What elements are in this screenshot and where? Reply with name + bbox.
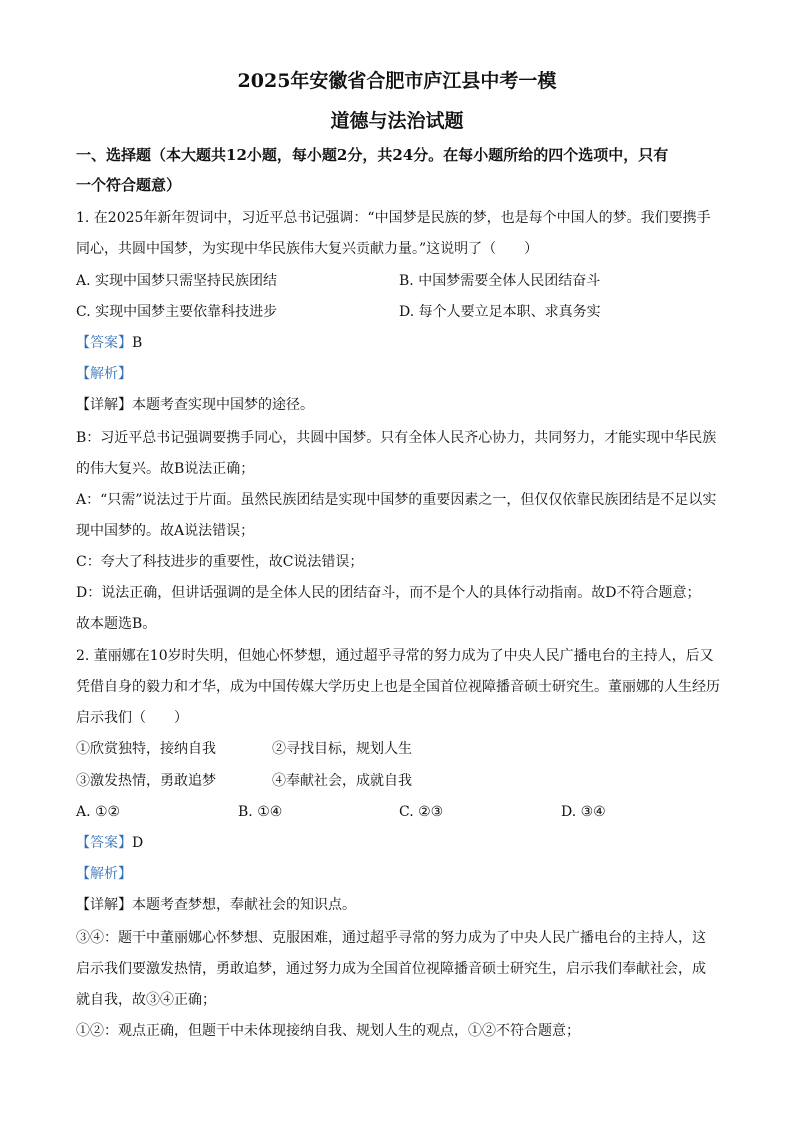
q1-option-d: D. 每个人要立足本职、求真务实 [399, 304, 601, 320]
q1-detail: 本题考查实现中国梦的途径。 [132, 397, 314, 413]
q2-stem-cont: 凭借自身的毅力和才华，成为中国传媒大学历史上也是全国首位视障播音硕士研究生。董丽娜的人生经历 [76, 679, 720, 695]
q2-explanation: ③④：题干中董丽娜心怀梦想、克服困难，通过超乎寻常的努力成为了中央人民广播电台的主持人，这 [76, 930, 706, 946]
q2-option-d: D. ③④ [561, 804, 606, 820]
q2-option-b: B. ①④ [238, 804, 283, 820]
q1-answer: B [132, 335, 143, 351]
q2-answer-line [76, 833, 143, 853]
q2-option-c: C. ②③ [399, 804, 444, 820]
q2-detail-line [76, 895, 356, 915]
q2-item-2: ②寻找目标，规划人生 [272, 741, 412, 757]
q1-stem: 1. 在2025年新年贺词中，习近平总书记强调：“中国梦是民族的梦，也是每个中国人的梦。我们要携手 [76, 210, 711, 226]
answer-tag: 【答案】 [76, 335, 132, 351]
q2-stem: 2. 董丽娜在10岁时失明，但她心怀梦想，通过超乎寻常的努力成为了中央人民广播电台的主持人，后又 [76, 648, 714, 664]
q1-explanation: D：说法正确，但讲话强调的是全体人民的团结奋斗，而不是个人的具体行动指南。故D不符合题意； [76, 585, 701, 601]
q2-explanation: ①②：观点正确，但题干中未体现接纳自我、规划人生的观点，①②不符合题意； [76, 1023, 580, 1039]
q1-explanation: 的伟大复兴。故B说法正确； [76, 461, 255, 477]
detail-tag: 【详解】 [76, 897, 132, 913]
q2-explanation: 启示我们要激发热情，勇敢追梦，通过努力成为全国首位视障播音硕士研究生，启示我们奉献社会，成 [76, 961, 706, 977]
q1-option-a: A. 实现中国梦只需坚持民族团结 [76, 273, 278, 289]
detail-tag: 【详解】 [76, 397, 132, 413]
section-heading-cont: 一个符合题意） [76, 176, 182, 194]
q2-item-4: ④奉献社会，成就自我 [272, 773, 412, 789]
q2-detail: 本题考查梦想，奉献社会的知识点。 [132, 897, 356, 913]
q2-item-3: ③激发热情，勇敢追梦 [76, 773, 216, 789]
q2-answer: D [132, 835, 144, 851]
q2-stem-cont: 启示我们（ ） [76, 710, 188, 726]
q2-item-1: ①欣赏独特，接纳自我 [76, 741, 216, 757]
q1-analysis-tag: 【解析】 [76, 366, 132, 382]
q1-explanation: C：夸大了科技进步的重要性，故C说法错误； [76, 554, 364, 570]
q1-answer-line [76, 333, 142, 353]
section-heading: 一、选择题（本大题共12小题，每小题2分，共24分。在每小题所给的四个选项中，只有 [76, 146, 669, 164]
q1-explanation: 现中国梦的。故A说法错误； [76, 523, 255, 539]
q1-option-b: B. 中国梦需要全体人民团结奋斗 [399, 273, 601, 289]
q1-detail-line [76, 395, 314, 415]
document-subtitle: 道德与法治试题 [330, 110, 464, 132]
q1-option-c: C. 实现中国梦主要依靠科技进步 [76, 304, 278, 320]
answer-tag: 【答案】 [76, 835, 132, 851]
q2-explanation: 就自我，故③④正确； [76, 992, 216, 1008]
q2-analysis-tag: 【解析】 [76, 866, 132, 882]
q2-option-a: A. ①② [76, 804, 121, 820]
q1-explanation: A：“只需”说法过于片面。虽然民族团结是实现中国梦的重要因素之一，但仅仅依靠民族团结是不足以实 [76, 492, 717, 508]
q1-conclusion: 故本题选B。 [76, 616, 157, 632]
q1-explanation: B：习近平总书记强调要携手同心，共圆中国梦。只有全体人民齐心协力，共同努力，才能实现中华民族 [76, 430, 717, 446]
q1-stem-cont: 同心，共圆中国梦，为实现中华民族伟大复兴贡献力量。”这说明了（ ） [76, 241, 539, 257]
document-title: 2025年安徽省合肥市庐江县中考一模 [237, 70, 557, 92]
